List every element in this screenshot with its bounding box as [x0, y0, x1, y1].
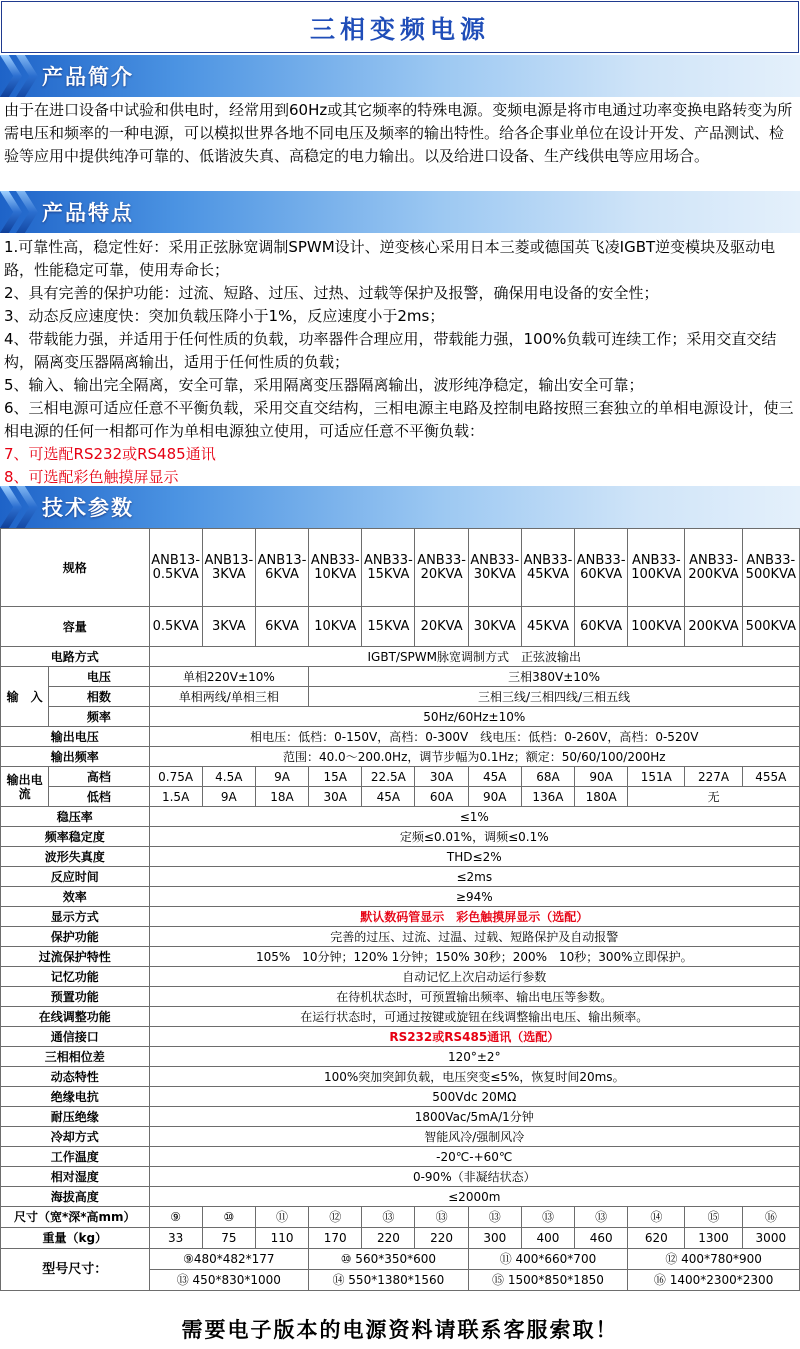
- voltage-single: 单相220V±10%: [149, 667, 309, 687]
- chevron-icon: [0, 486, 22, 528]
- low-current-cell: 136A: [521, 787, 574, 807]
- row-label: 记忆功能: [1, 967, 150, 987]
- model-cell: ANB33-200KVA: [685, 529, 742, 607]
- intro-text-block: [4, 99, 796, 168]
- low-current-cell: 18A: [255, 787, 308, 807]
- dimension-cell: ⑫ 400*780*900: [628, 1249, 800, 1270]
- table-row: [1, 1107, 800, 1127]
- table-row-weight: [1, 1228, 800, 1249]
- feature-item: 2、具有完善的保护功能：过流、短路、过压、过热、过载等保护及报警，确保用电设备的安全性；: [4, 284, 659, 302]
- chevron-icon: [0, 191, 22, 233]
- spec-label: 规格: [1, 529, 150, 607]
- phase-single: 单相两线/单相三相: [149, 687, 309, 707]
- row-label: 波形失真度: [1, 847, 150, 867]
- model-cell: ANB13-3KVA: [202, 529, 255, 607]
- size-cell: ⑬: [575, 1207, 628, 1228]
- feature-item-optional: 8、可选配彩色触摸屏显示: [4, 468, 179, 486]
- size-cell: ⑬: [468, 1207, 521, 1228]
- low-current-cell: 45A: [362, 787, 415, 807]
- table-row-input-frequency: [1, 707, 800, 727]
- high-current-cell: 15A: [309, 767, 362, 787]
- capacity-cell: 45KVA: [521, 607, 574, 647]
- circuit-label: 电路方式: [1, 647, 150, 667]
- capacity-label: 容量: [1, 607, 150, 647]
- model-cell: ANB33-60KVA: [575, 529, 628, 607]
- table-row-current-low: [1, 787, 800, 807]
- row-label: 效率: [1, 887, 150, 907]
- output-frequency-label: 输出频率: [1, 747, 150, 767]
- weight-cell: 300: [468, 1228, 521, 1249]
- table-row: [1, 1067, 800, 1087]
- size-cell: ⑮: [685, 1207, 742, 1228]
- frequency-value: 50Hz/60Hz±10%: [149, 707, 799, 727]
- feature-item: 4、带载能力强，并适用于任何性质的负载，功率器件合理应用，带载能力强，100%负载可连续工作；采用交直交结构，隔离变压器隔离输出，适用于任何性质的负载；: [4, 330, 777, 371]
- table-row: [1, 887, 800, 907]
- feature-item: 3、动态反应速度快：突加负载压降小于1%，反应速度小于2ms；: [4, 307, 445, 325]
- features-list: [4, 236, 796, 489]
- row-label: 通信接口: [1, 1027, 150, 1047]
- row-label: 显示方式: [1, 907, 150, 927]
- high-current-cell: 45A: [468, 767, 521, 787]
- row-value: 105% 10分钟；120% 1分钟；150% 30秒；200% 10秒；300%立即保护。: [149, 947, 799, 967]
- output-frequency-value: 范围：40.0～200.0Hz，调节步幅为0.1Hz；额定：50/60/100/200Hz: [149, 747, 799, 767]
- table-row-input-voltage: [1, 667, 800, 687]
- capacity-cell: 30KVA: [468, 607, 521, 647]
- row-value: 完善的过压、过流、过温、过载、短路保护及自动报警: [149, 927, 799, 947]
- low-current-cell: 180A: [575, 787, 628, 807]
- output-voltage-label: 输出电压: [1, 727, 150, 747]
- model-cell: ANB33-20KVA: [415, 529, 468, 607]
- table-row-output-voltage: [1, 727, 800, 747]
- row-label: 三相相位差: [1, 1047, 150, 1067]
- table-row: [1, 1147, 800, 1167]
- high-current-cell: 227A: [685, 767, 742, 787]
- weight-cell: 110: [255, 1228, 308, 1249]
- low-current-cell: 30A: [309, 787, 362, 807]
- capacity-cell: 200KVA: [685, 607, 742, 647]
- capacity-cell: 0.5KVA: [149, 607, 202, 647]
- row-value: ≤1%: [149, 807, 799, 827]
- weight-cell: 33: [149, 1228, 202, 1249]
- model-cell: ANB33-30KVA: [468, 529, 521, 607]
- table-row: [1, 827, 800, 847]
- row-label: 反应时间: [1, 867, 150, 887]
- table-row: [1, 1127, 800, 1147]
- low-current-cell: 9A: [202, 787, 255, 807]
- table-row-models: [1, 529, 800, 607]
- table-row-dimensions: [1, 1249, 800, 1270]
- dimension-cell: ⑪ 400*660*700: [468, 1249, 628, 1270]
- model-cell: ANB13-0.5KVA: [149, 529, 202, 607]
- row-label: 绝缘电抗: [1, 1087, 150, 1107]
- table-row: [1, 907, 800, 927]
- capacity-cell: 60KVA: [575, 607, 628, 647]
- low-current-cell: 1.5A: [149, 787, 202, 807]
- capacity-cell: 100KVA: [628, 607, 685, 647]
- section-title-specs: 技术参数: [42, 496, 134, 520]
- weight-cell: 220: [415, 1228, 468, 1249]
- row-label: 耐压绝缘: [1, 1107, 150, 1127]
- row-label: 工作温度: [1, 1147, 150, 1167]
- table-row-input-phase: [1, 687, 800, 707]
- row-label: 预置功能: [1, 987, 150, 1007]
- model-cell: ANB33-500KVA: [742, 529, 799, 607]
- table-row: [1, 1007, 800, 1027]
- size-cell: ⑪: [255, 1207, 308, 1228]
- row-value: 在运行状态时，可通过按键或旋钮在线调整输出电压、输出频率。: [149, 1007, 799, 1027]
- spec-table: [0, 528, 800, 1291]
- size-cell: ⑫: [309, 1207, 362, 1228]
- table-row: [1, 947, 800, 967]
- table-row-current-high: [1, 767, 800, 787]
- row-label: 过流保护特性: [1, 947, 150, 967]
- intro-paragraph: 由于在进口设备中试验和供电时，经常用到60Hz或其它频率的特殊电源。变频电源是将市电通过功率变换电路转变为所需电压和频率的一种电源，可以模拟世界各地不同电压及频率的输出特性。给各企事业单位在设计开发、产品测试、检验等应用中提供纯净可靠的、低谐波失真、高稳定的电力输出。以及给进口设备、生产线供电等应用场合。: [4, 101, 793, 165]
- row-value: 500Vdc 20MΩ: [149, 1087, 799, 1107]
- voltage-label: 电压: [49, 667, 149, 687]
- row-label: 在线调整功能: [1, 1007, 150, 1027]
- high-current-cell: 151A: [628, 767, 685, 787]
- capacity-cell: 15KVA: [362, 607, 415, 647]
- dimension-cell: ⑩ 560*350*600: [309, 1249, 469, 1270]
- dimension-cell: ⑮ 1500*850*1850: [468, 1270, 628, 1291]
- row-value: 1800Vac/5mA/1分钟: [149, 1107, 799, 1127]
- weight-cell: 460: [575, 1228, 628, 1249]
- section-title-intro: 产品简介: [42, 65, 134, 89]
- high-current-cell: 0.75A: [149, 767, 202, 787]
- row-value: THD≤2%: [149, 847, 799, 867]
- row-value: 在待机状态时，可预置输出频率、输出电压等参数。: [149, 987, 799, 1007]
- model-cell: ANB33-10KVA: [309, 529, 362, 607]
- capacity-cell: 3KVA: [202, 607, 255, 647]
- row-label: 频率稳定度: [1, 827, 150, 847]
- high-current-cell: 4.5A: [202, 767, 255, 787]
- circuit-value: IGBT/SPWM脉宽调制方式 正弦波输出: [149, 647, 799, 667]
- weight-cell: 75: [202, 1228, 255, 1249]
- model-cell: ANB33-15KVA: [362, 529, 415, 607]
- table-row-size: [1, 1207, 800, 1228]
- table-row: [1, 867, 800, 887]
- low-current-cell: 90A: [468, 787, 521, 807]
- feature-item: 6、三相电源可适应任意不平衡负载，采用交直交结构，三相电源主电路及控制电路按照三套独立的单相电源设计，使三相电源的任何一相都可作为单相电源独立使用，可适应任意不平衡负载：: [4, 399, 794, 440]
- high-current-cell: 22.5A: [362, 767, 415, 787]
- table-row-output-frequency: [1, 747, 800, 767]
- size-cell: ⑩: [202, 1207, 255, 1228]
- row-value: ≤2ms: [149, 867, 799, 887]
- table-row: [1, 1087, 800, 1107]
- table-row: [1, 987, 800, 1007]
- footer-contact-note: 需要电子版本的电源资料请联系客服索取！: [181, 1317, 619, 1342]
- table-row: [1, 927, 800, 947]
- section-title-features: 产品特点: [42, 201, 134, 225]
- weight-cell: 1300: [685, 1228, 742, 1249]
- weight-cell: 400: [521, 1228, 574, 1249]
- table-row: [1, 847, 800, 867]
- phase-three: 三相三线/三相四线/三相五线: [309, 687, 800, 707]
- output-voltage-value: 相电压：低档：0-150V，高档：0-300V 线电压：低档：0-260V，高档：0-520V: [149, 727, 799, 747]
- dimension-cell: ⑯ 1400*2300*2300: [628, 1270, 800, 1291]
- size-cell: ⑬: [362, 1207, 415, 1228]
- size-cell: ⑨: [149, 1207, 202, 1228]
- phase-label: 相数: [49, 687, 149, 707]
- dimension-cell: ⑨480*482*177: [149, 1249, 309, 1270]
- model-cell: ANB13-6KVA: [255, 529, 308, 607]
- high-current-cell: 68A: [521, 767, 574, 787]
- table-row-capacity: [1, 607, 800, 647]
- dimension-cell: ⑭ 550*1380*1560: [309, 1270, 469, 1291]
- table-row: [1, 1027, 800, 1047]
- row-value: 100%突加突卸负载，电压突变≤5%，恢复时间20ms。: [149, 1067, 799, 1087]
- row-value: 120°±2°: [149, 1047, 799, 1067]
- row-label: 保护功能: [1, 927, 150, 947]
- title-box: [1, 1, 799, 53]
- capacity-cell: 500KVA: [742, 607, 799, 647]
- size-cell: ⑬: [521, 1207, 574, 1228]
- row-value: ≥94%: [149, 887, 799, 907]
- row-label: 海拔高度: [1, 1187, 150, 1207]
- weight-cell: 620: [628, 1228, 685, 1249]
- page-title: 三相变频电源: [309, 15, 490, 44]
- low-current-cell: 60A: [415, 787, 468, 807]
- high-current-cell: 30A: [415, 767, 468, 787]
- row-label: 冷却方式: [1, 1127, 150, 1147]
- table-row: [1, 1047, 800, 1067]
- feature-item: 1.可靠性高，稳定性好：采用正弦脉宽调制SPWM设计、逆变核心采用日本三菱或德国英飞凌IGBT逆变模块及驱动电路，性能稳定可靠，使用寿命长；: [4, 238, 776, 279]
- table-row: [1, 967, 800, 987]
- output-current-label: 输出电流: [1, 767, 49, 807]
- row-label: 动态特性: [1, 1067, 150, 1087]
- low-current-none: 无: [628, 787, 800, 807]
- weight-cell: 220: [362, 1228, 415, 1249]
- voltage-three: 三相380V±10%: [309, 667, 800, 687]
- feature-item: 5、输入、输出完全隔离，安全可靠，采用隔离变压器隔离输出，波形纯净稳定，输出安全可靠；: [4, 376, 644, 394]
- high-current-cell: 9A: [255, 767, 308, 787]
- capacity-cell: 10KVA: [309, 607, 362, 647]
- frequency-label: 频率: [49, 707, 149, 727]
- model-cell: ANB33-100KVA: [628, 529, 685, 607]
- dimensions-label: 型号尺寸：: [1, 1249, 150, 1291]
- row-value: 默认数码管显示 彩色触摸屏显示（选配）: [149, 907, 799, 927]
- row-value: 智能风冷/强制风冷: [149, 1127, 799, 1147]
- row-value: 0-90%（非凝结状态）: [149, 1167, 799, 1187]
- weight-label: 重量（kg）: [1, 1228, 150, 1249]
- size-cell: ⑯: [742, 1207, 799, 1228]
- high-current-cell: 455A: [742, 767, 799, 787]
- high-current-cell: 90A: [575, 767, 628, 787]
- chevron-icon: [0, 55, 22, 97]
- table-row: [1, 1187, 800, 1207]
- input-label: 输 入: [1, 667, 49, 727]
- size-cell: ⑭: [628, 1207, 685, 1228]
- low-label: 低档: [49, 787, 149, 807]
- weight-cell: 170: [309, 1228, 362, 1249]
- size-label: 尺寸（宽*深*高mm）: [1, 1207, 150, 1228]
- row-value: -20℃-+60℃: [149, 1147, 799, 1167]
- table-row: [1, 807, 800, 827]
- dimension-cell: ⑬ 450*830*1000: [149, 1270, 309, 1291]
- capacity-cell: 6KVA: [255, 607, 308, 647]
- model-cell: ANB33-45KVA: [521, 529, 574, 607]
- table-row: [1, 1167, 800, 1187]
- size-cell: ⑬: [415, 1207, 468, 1228]
- table-row-circuit: [1, 647, 800, 667]
- row-value: 自动记忆上次启动运行参数: [149, 967, 799, 987]
- section-banner-features: [0, 191, 800, 233]
- capacity-cell: 20KVA: [415, 607, 468, 647]
- section-banner-specs: [0, 486, 800, 528]
- row-value: ≤2000m: [149, 1187, 799, 1207]
- row-label: 稳压率: [1, 807, 150, 827]
- high-label: 高档: [49, 767, 149, 787]
- feature-item-optional: 7、可选配RS232或RS485通讯: [4, 445, 216, 463]
- row-value: RS232或RS485通讯（选配）: [149, 1027, 799, 1047]
- section-banner-intro: [0, 55, 800, 97]
- row-label: 相对湿度: [1, 1167, 150, 1187]
- row-value: 定频≤0.01%，调频≤0.1%: [149, 827, 799, 847]
- weight-cell: 3000: [742, 1228, 799, 1249]
